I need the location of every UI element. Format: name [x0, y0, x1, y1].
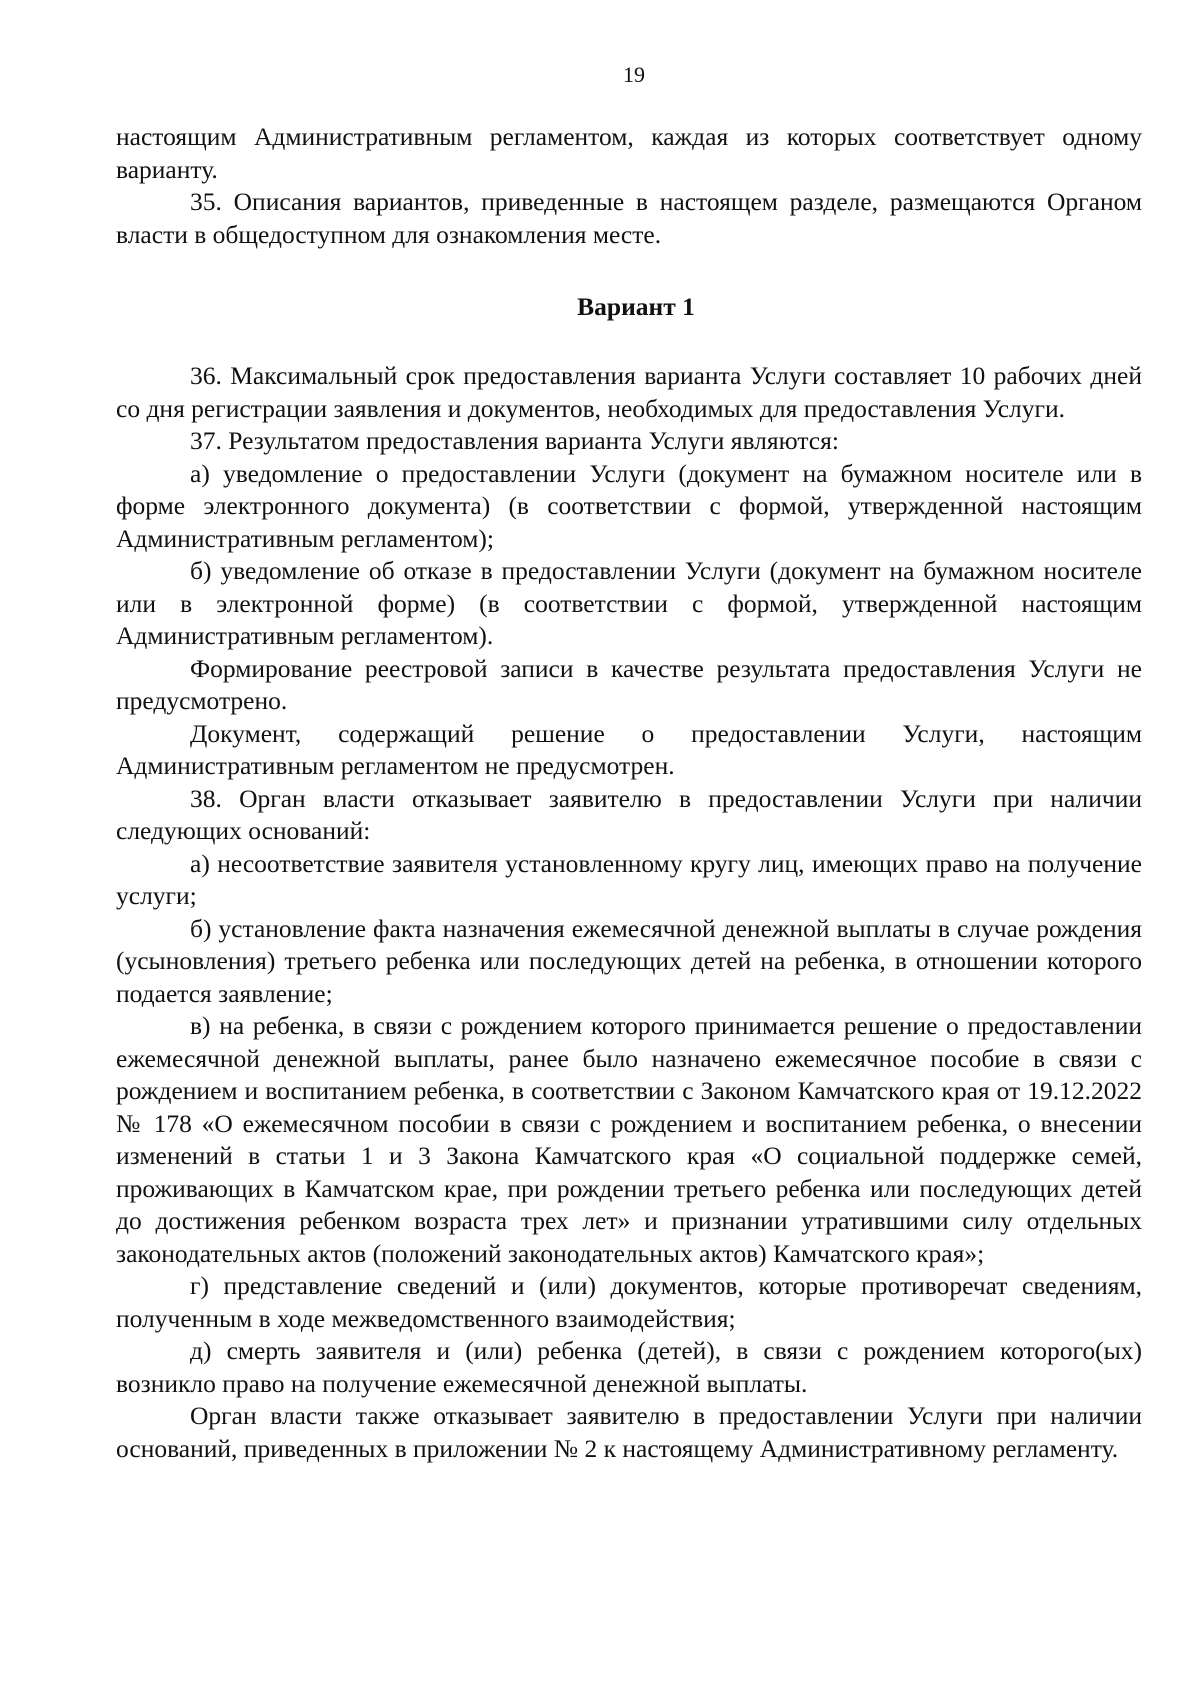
page-number: 19	[623, 62, 645, 87]
paragraph-37: 37. Результатом предоставления варианта Услуги являются:	[190, 426, 839, 455]
paragraph-38-extra: Орган власти также отказывает заявителю в предоставлении Услуги при наличии оснований, приведенных в приложении № 2 к настоящему Административному регламенту.	[116, 1401, 1142, 1463]
paragraph-37-registry: Формирование реестровой записи в качестве результата предоставления Услуги не предусмотрено.	[116, 653, 1142, 715]
paragraph-38g: г) представление сведений и (или) документов, которые противоречат сведениям, полученным в ходе межведомственного взаимодействия;	[116, 1271, 1142, 1333]
paragraph-36: 36. Максимальный срок предоставления варианта Услуги составляет 10 рабочих дней со дня регистрации заявления и документов, необходимых для предоставления Услуги.	[116, 361, 1142, 423]
paragraph-35: 35. Описания вариантов, приведенные в настоящем разделе, размещаются Органом власти в общедоступном для ознакомления месте.	[116, 187, 1142, 249]
paragraph-37b: б) уведомление об отказе в предоставлении Услуги (документ на бумажном носителе или в электронной форме) (в соответствии с формой, утвержденной настоящим Административным регламентом).	[116, 556, 1142, 650]
paragraph-37-document: Документ, содержащий решение о предоставлении Услуги, настоящим Административным регламентом не предусмотрен.	[116, 718, 1142, 780]
paragraph-38: 38. Орган власти отказывает заявителю в предоставлении Услуги при наличии следующих оснований:	[116, 783, 1142, 845]
paragraph-38b: б) установление факта назначения ежемесячной денежной выплаты в случае рождения (усыновления) третьего ребенка или последующих детей на ребенка, в отношении которого подается заявление;	[116, 913, 1142, 1008]
paragraph-continuation: настоящим Административным регламентом, каждая из которых соответствует одному варианту.	[116, 122, 1142, 184]
paragraph-38a: а) несоответствие заявителя установленному кругу лиц, имеющих право на получение услуги;	[116, 848, 1142, 910]
paragraph-37a: а) уведомление о предоставлении Услуги (документ на бумажном носителе или в форме электронного документа) (в соответствии с формой, утвержденной настоящим Административным регламентом);	[116, 458, 1142, 553]
paragraph-38d: д) смерть заявителя и (или) ребенка (детей), в связи с рождением которого(ых) возникло право на получение ежемесячной денежной выплаты.	[116, 1336, 1142, 1398]
section-heading-variant-1: Вариант 1	[577, 292, 695, 321]
paragraph-38v: в) на ребенка, в связи с рождением которого принимается решение о предоставлении ежемесячной денежной выплаты, ранее было назначено ежемесячное пособие в связи с рождением и воспитанием ребенка, в соответствии с Законом Камчатского края от 19.12.2022 № 178 «О ежемесячном пособии в связи с рождением и воспитанием ребенка, о внесении изменений в статьи 1 и 3 Закона Камчатского края «О социальной поддержке семей, проживающих в Камчатском крае, при рождении третьего ребенка или последующих детей до достижения ребенком возраста трех лет» и признании утратившими силу отдельных законодательных актов (положений законодательных актов) Камчатского края»;	[116, 1011, 1142, 1268]
